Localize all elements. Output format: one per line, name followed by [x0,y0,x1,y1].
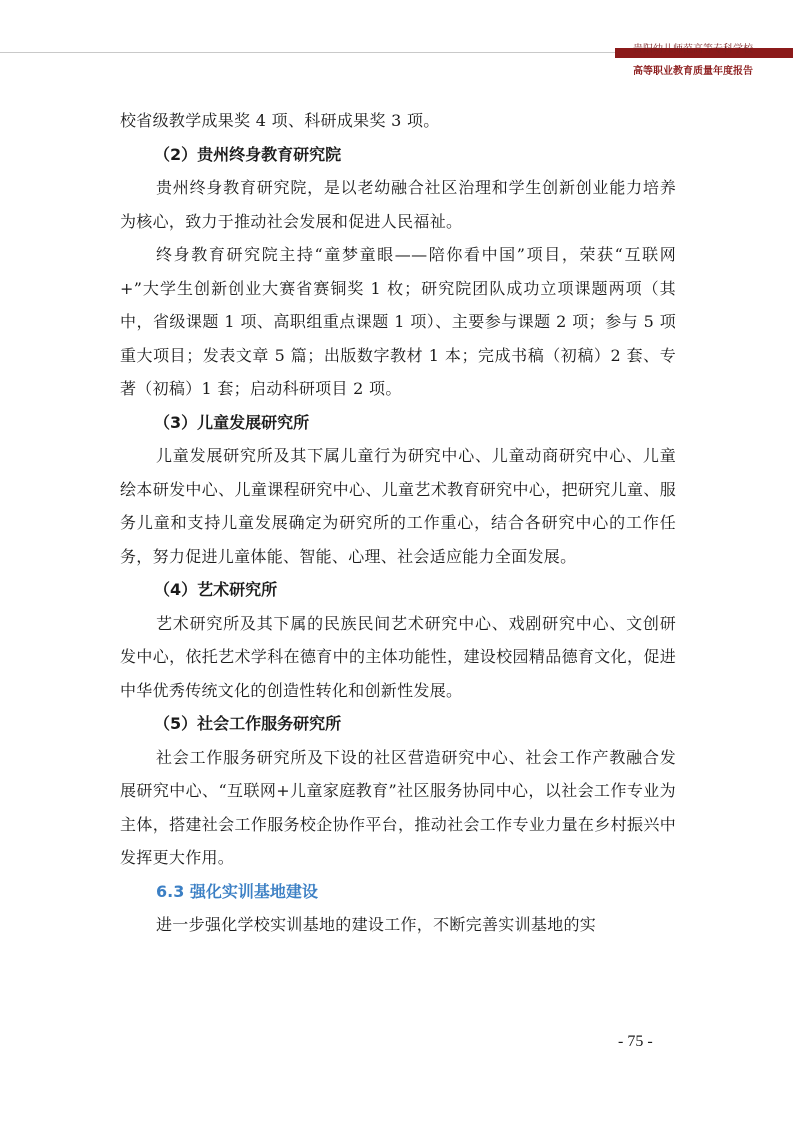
paragraph-art-institute: 艺术研究所及其下属的民族民间艺术研究中心、戏剧研究中心、文创研发中心，依托艺术学科在德育中的主体功能性，建设校园精品德育文化，促进中华优秀传统文化的创造性转化和创新性发展。 [120,613,676,700]
header-report-title: 高等职业教育质量年度报告 [633,66,753,77]
paragraph-social-work: 社会工作服务研究所及下设的社区营造研究中心、社会工作产教融合发展研究中心、“互联网+儿童家庭教育”社区服务协同中心，以社会工作专业为主体，搭建社会工作服务校企协作平台，推动社会工作专业力量在乡村振兴中发挥更大作用。 [120,747,676,867]
page-number: - 75 - [618,1033,653,1050]
page-content [120,104,676,942]
subheading-social-work: （5）社会工作服务研究所 [154,714,342,733]
paragraph-lifelong-achievements: 终身教育研究院主持“童梦童眼——陪你看中国”项目，荣获“互联网+”大学生创新创业大赛省赛铜奖 1 枚；研究院团队成功立项课题两项（其中，省级课题 1 项、高职组重点课题 1 项）、主要参与课题 2 项；参与 5 项重大项目；发表文章 5 篇；出版数字教材 1 本；完成书稿（初稿）2 套、专著（初稿）1 套；启动科研项目 2 项。 [120,245,676,398]
section-heading-training-base: 6.3 强化实训基地建设 [156,881,318,901]
header-school-name: 贵阳幼儿师范高等专科学校 [633,44,753,55]
paragraph-lifelong-intro: 贵州终身教育研究院，是以老幼融合社区治理和学生创新创业能力培养为核心，致力于推动社会发展和促进人民福祉。 [120,178,676,231]
subheading-art-institute: （4）艺术研究所 [154,580,278,599]
paragraph-training-base: 进一步强化学校实训基地的建设工作，不断完善实训基地的实 [156,915,597,934]
paragraph-child-development: 儿童发展研究所及其下属儿童行为研究中心、儿童动商研究中心、儿童绘本研发中心、儿童课程研究中心、儿童艺术教育研究中心，把研究儿童、服务儿童和支持儿童发展确定为研究所的工作重心，结合各研究中心的工作任务，努力促进儿童体能、智能、心理、社会适应能力全面发展。 [120,446,676,566]
paragraph-awards-continued: 校省级教学成果奖 4 项、科研成果奖 3 项。 [120,111,440,130]
subheading-child-development: （3）儿童发展研究所 [154,412,310,432]
subheading-lifelong-education: （2）贵州终身教育研究院 [154,144,342,164]
